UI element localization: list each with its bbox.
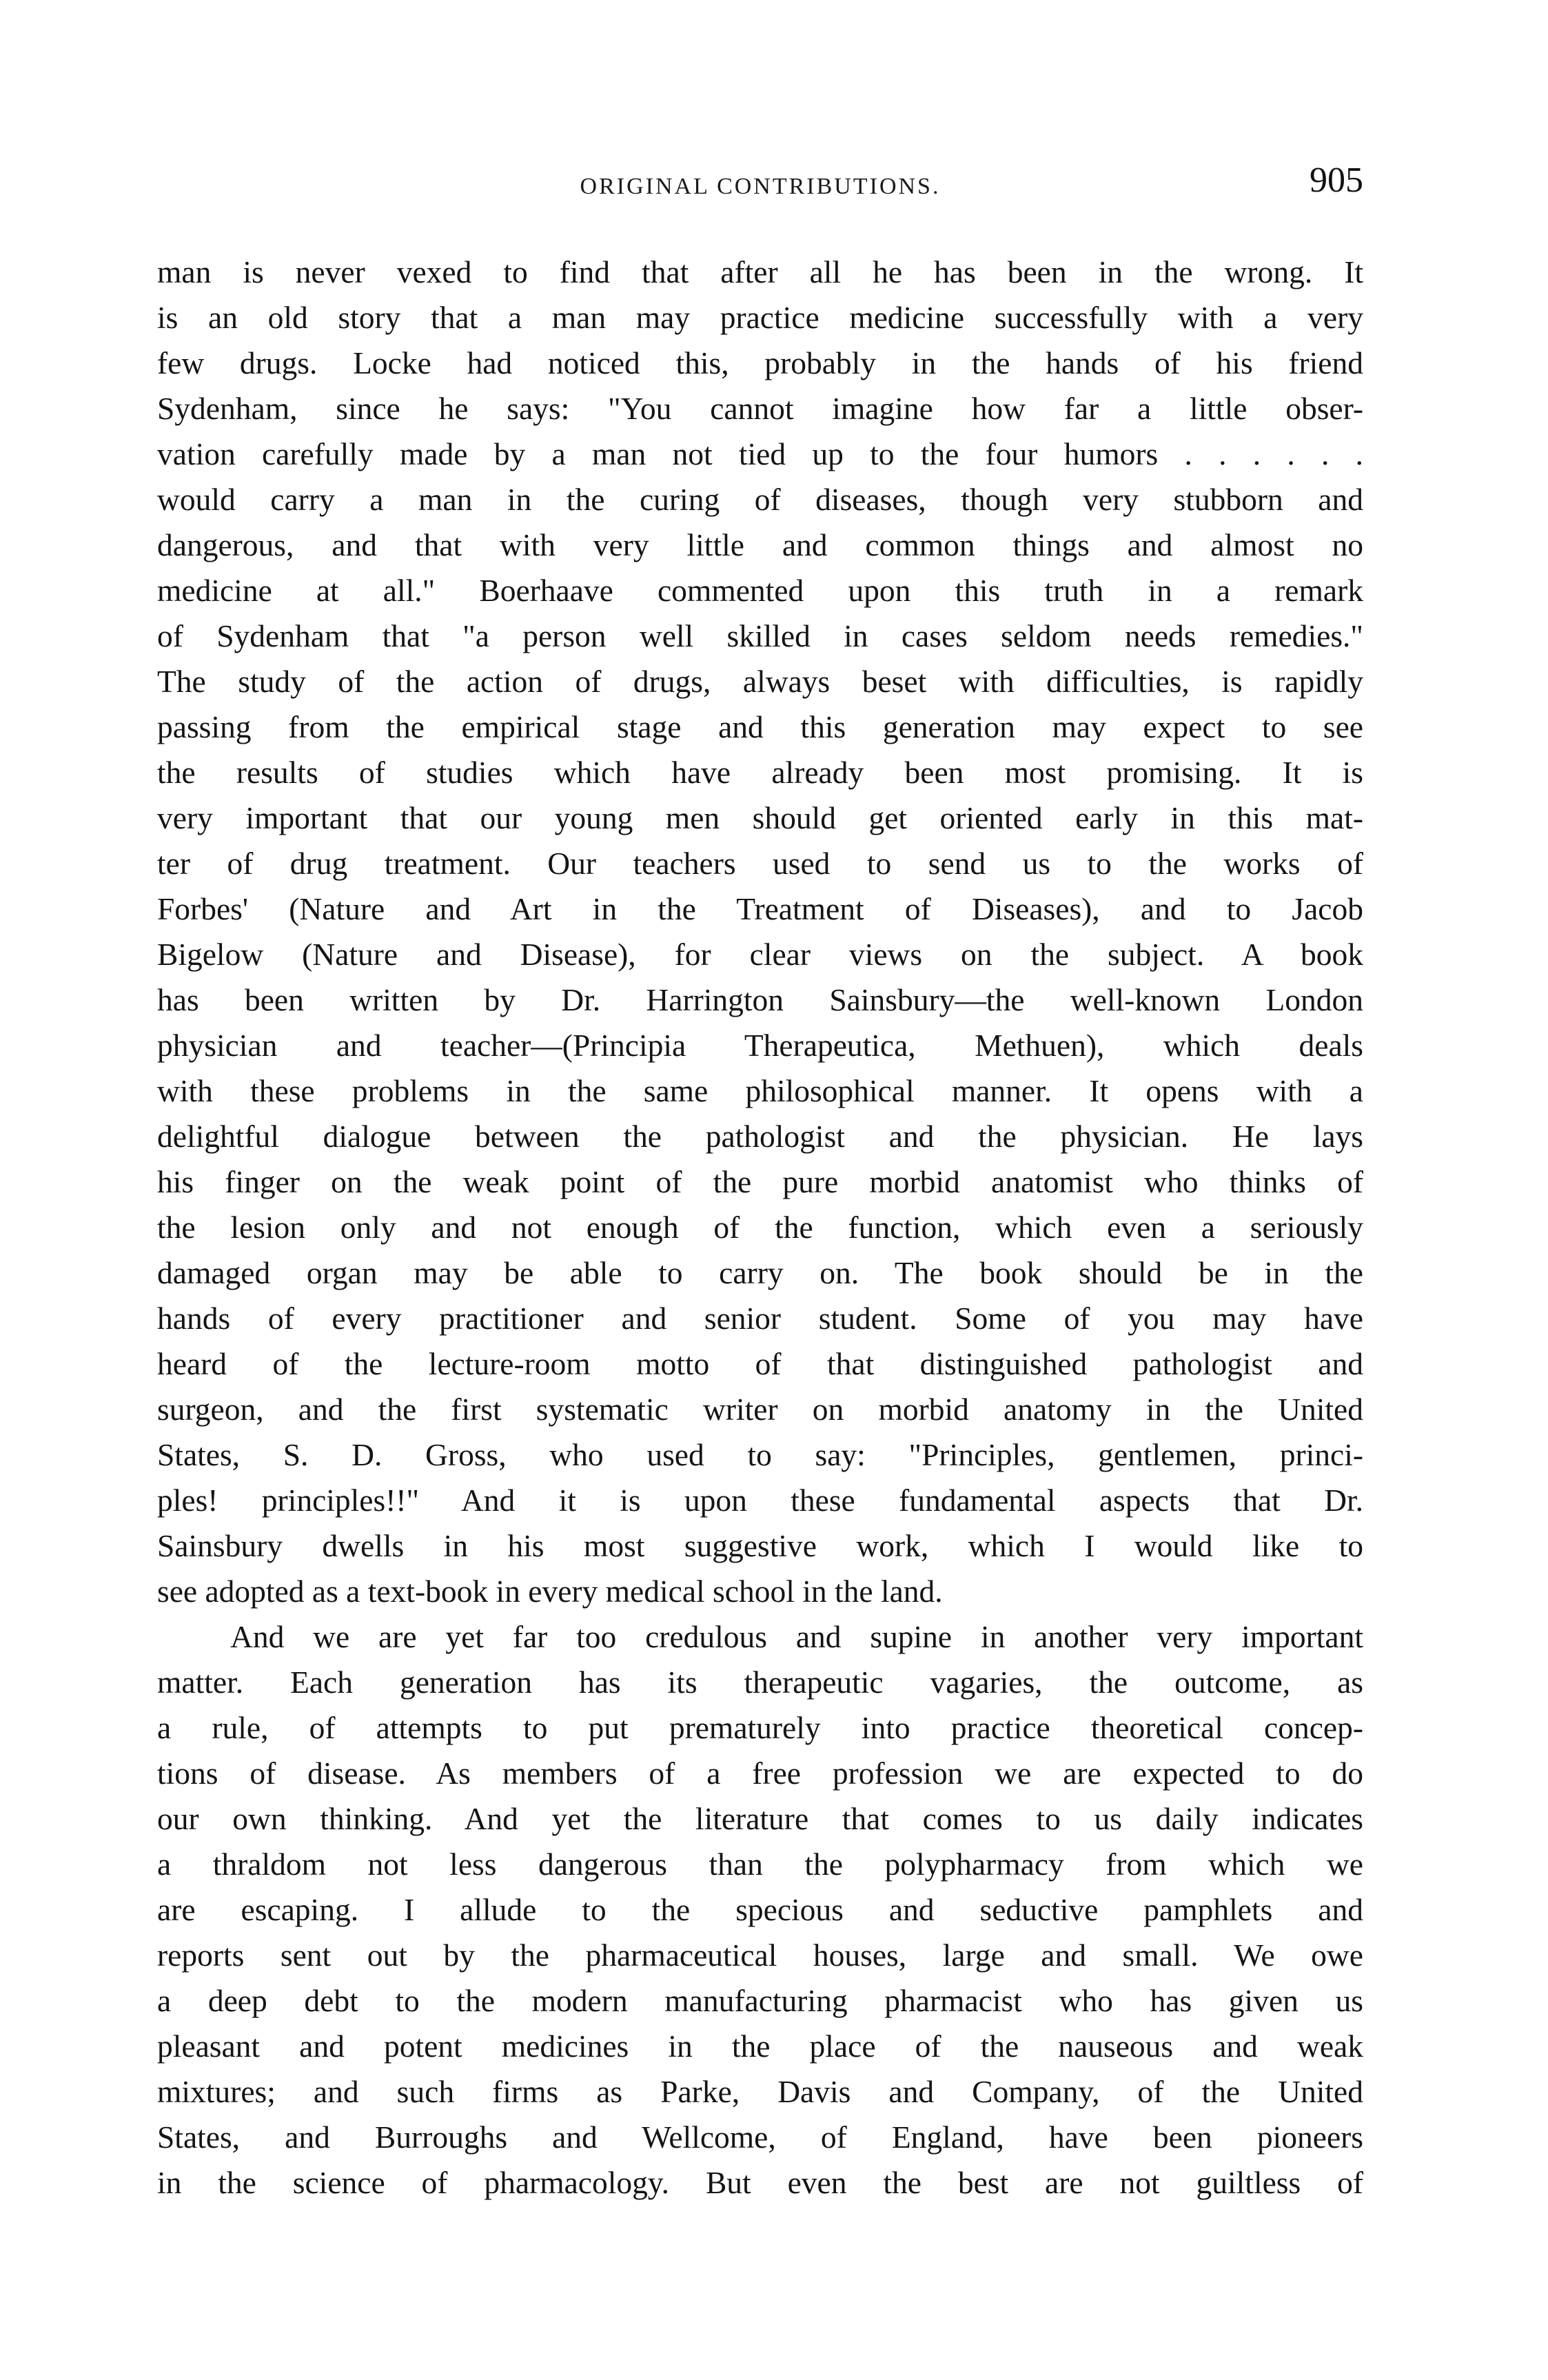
text-line: are escaping. I allude to the specious and seductive pamphlets and <box>157 1892 1363 1927</box>
text-line: States, S. D. Gross, who used to say: "Principles, gentlemen, princi- <box>157 1437 1363 1472</box>
text-line: the results of studies which have already been most promising. It is <box>157 755 1363 790</box>
text-line: a deep debt to the modern manufacturing pharmacist who has given us <box>157 1983 1363 2018</box>
running-header <box>157 160 1363 208</box>
text-line: Forbes' (Nature and Art in the Treatment of Diseases), and to Jacob <box>157 891 1363 926</box>
text-line: has been written by Dr. Harrington Sainsbury—the well-known London <box>157 982 1363 1017</box>
text-line: man is never vexed to find that after all he has been in the wrong. It <box>157 254 1363 289</box>
text-line: States, and Burroughs and Wellcome, of England, have been pioneers <box>157 2119 1363 2155</box>
text-line: medicine at all." Boerhaave commented upon this truth in a remark <box>157 573 1363 608</box>
text-line: of Sydenham that "a person well skilled in cases seldom needs remedies." <box>157 618 1363 653</box>
text-line: vation carefully made by a man not tied up to the four humors . . . . . . <box>157 436 1363 471</box>
text-line: ter of drug treatment. Our teachers used to send us to the works of <box>157 846 1363 881</box>
text-line: Sydenham, since he says: "You cannot imagine how far a little obser- <box>157 391 1363 426</box>
text-line: his finger on the weak point of the pure morbid anatomist who thinks of <box>157 1164 1363 1199</box>
text-line: hands of every practitioner and senior student. Some of you may have <box>157 1301 1363 1336</box>
paragraph-start-line: And we are yet far too credulous and supine in another very important <box>230 1619 1363 1654</box>
body-text <box>157 250 1363 2206</box>
text-line: our own thinking. And yet the literature that comes to us daily indicates <box>157 1801 1363 1836</box>
text-line: Bigelow (Nature and Disease), for clear views on the subject. A book <box>157 937 1363 972</box>
text-line: tions of disease. As members of a free profession we are expected to do <box>157 1756 1363 1791</box>
text-line: with these problems in the same philosophical manner. It opens with a <box>157 1073 1363 1108</box>
text-line: mixtures; and such firms as Parke, Davis and Company, of the United <box>157 2074 1363 2109</box>
page-number: 905 <box>1310 161 1363 200</box>
text-line: reports sent out by the pharmaceutical houses, large and small. We owe <box>157 1937 1363 1973</box>
section-title: ORIGINAL CONTRIBUTIONS. <box>580 174 941 199</box>
paragraph-end-line: see adopted as a text-book in every medical school in the land. <box>157 1574 943 1609</box>
text-line: physician and teacher—(Principia Therapeutica, Methuen), which deals <box>157 1028 1363 1063</box>
text-line: a thraldom not less dangerous than the polypharmacy from which we <box>157 1847 1363 1882</box>
text-line: the lesion only and not enough of the function, which even a seriously <box>157 1210 1363 1245</box>
text-line: is an old story that a man may practice medicine successfully with a very <box>157 300 1363 335</box>
text-line: in the science of pharmacology. But even the best are not guiltless of <box>157 2165 1363 2200</box>
text-line: delightful dialogue between the pathologist and the physician. He lays <box>157 1119 1363 1154</box>
text-line: ples! principles!!" And it is upon these fundamental aspects that Dr. <box>157 1483 1363 1518</box>
text-line: heard of the lecture-room motto of that distinguished pathologist and <box>157 1346 1363 1381</box>
text-line: few drugs. Locke had noticed this, probably in the hands of his friend <box>157 345 1363 380</box>
text-line: a rule, of attempts to put prematurely into practice theoretical concep- <box>157 1710 1363 1745</box>
text-line: The study of the action of drugs, always beset with difficulties, is rapidly <box>157 664 1363 699</box>
text-line: dangerous, and that with very little and common things and almost no <box>157 527 1363 562</box>
text-line: Sainsbury dwells in his most suggestive work, which I would like to <box>157 1528 1363 1563</box>
text-line: surgeon, and the first systematic writer on morbid anatomy in the United <box>157 1392 1363 1427</box>
text-line: very important that our young men should get oriented early in this mat- <box>157 800 1363 835</box>
text-line: damaged organ may be able to carry on. The book should be in the <box>157 1255 1363 1290</box>
text-line: matter. Each generation has its therapeutic vagaries, the outcome, as <box>157 1665 1363 1700</box>
text-line: would carry a man in the curing of diseases, though very stubborn and <box>157 482 1363 517</box>
text-line: passing from the empirical stage and this generation may expect to see <box>157 709 1363 744</box>
text-line: pleasant and potent medicines in the place of the nauseous and weak <box>157 2028 1363 2064</box>
